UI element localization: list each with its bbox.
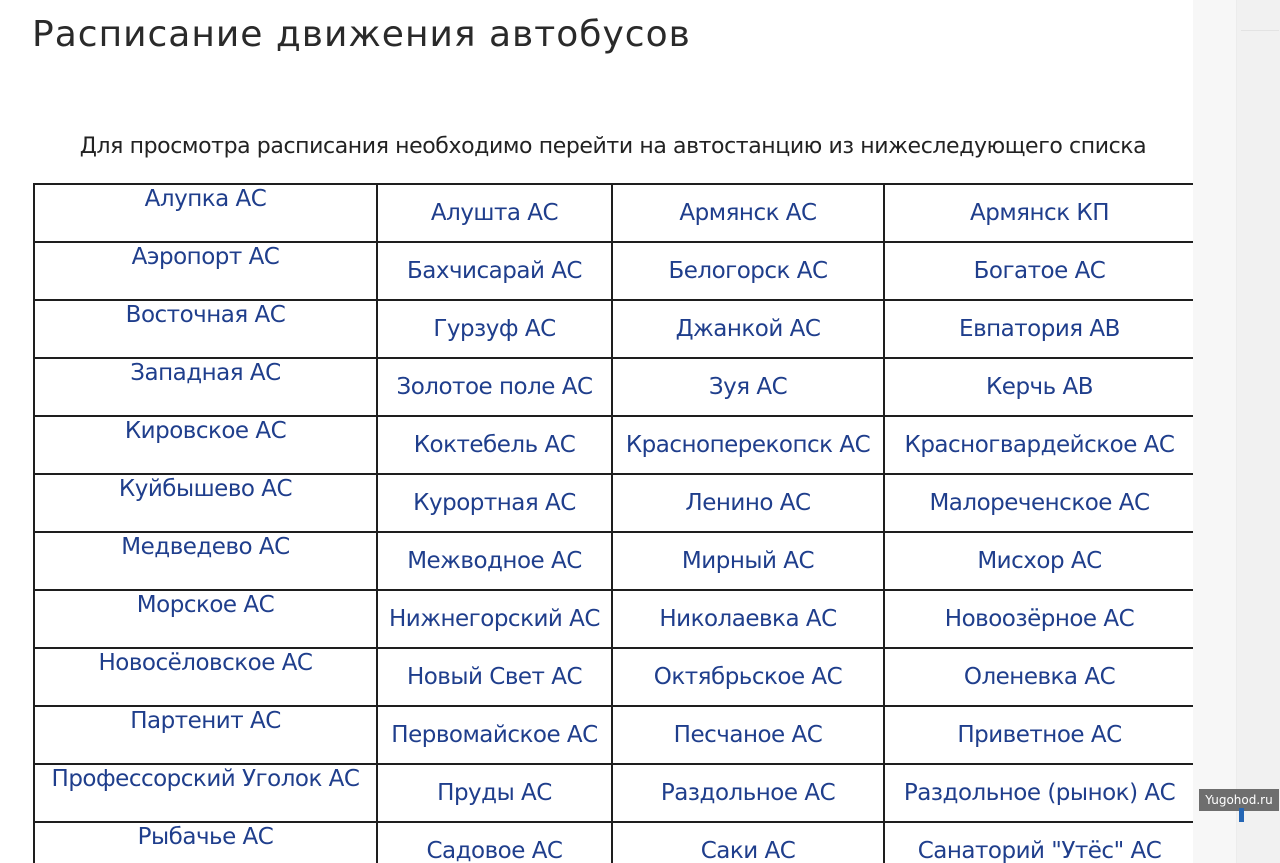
station-link[interactable]: Первомайское АС [391,722,598,748]
table-cell [884,590,1195,648]
table-cell [884,648,1195,706]
station-link[interactable]: Мисхор АС [977,548,1102,574]
station-link[interactable]: Межводное АС [407,548,582,574]
station-link[interactable]: Куйбышево АС [118,476,293,502]
table-cell [34,416,377,474]
intro-text: Для просмотра расписания необходимо перейти на автостанцию из нижеследующего списка [79,134,1147,159]
table-row [34,764,1195,822]
station-link[interactable]: Профессорский Уголок АС [51,766,360,792]
table-row [34,822,1195,863]
page-title: Расписание движения автобусов [32,14,691,55]
table-cell [377,590,612,648]
table-cell [377,822,612,863]
station-link[interactable]: Рыбачье АС [137,824,274,850]
table-cell [884,706,1195,764]
station-link[interactable]: Армянск КП [969,200,1110,226]
station-link[interactable]: Богатое АС [973,258,1106,284]
table-cell [34,648,377,706]
station-link[interactable]: Садовое АС [426,838,563,863]
table-cell [34,300,377,358]
table-cell [377,184,612,242]
station-link[interactable]: Гурзуф АС [433,316,556,342]
station-link[interactable]: Аэропорт АС [131,244,280,270]
table-row [34,358,1195,416]
table-cell [612,242,884,300]
station-link[interactable]: Николаевка АС [659,606,837,632]
table-cell [612,358,884,416]
table-cell [884,358,1195,416]
side-marker [1239,808,1244,822]
station-link[interactable]: Армянск АС [679,200,817,226]
table-cell [377,532,612,590]
stations-table [33,183,1196,863]
station-link[interactable]: Нижнегорский АС [389,606,600,632]
table-cell [612,184,884,242]
table-cell [377,764,612,822]
table-cell [884,474,1195,532]
station-link[interactable]: Коктебель АС [413,432,576,458]
station-link[interactable]: Красноперекопск АС [625,432,871,458]
station-link[interactable]: Алупка АС [144,186,267,212]
station-link[interactable]: Морское АС [136,592,275,618]
station-link[interactable]: Октябрьское АС [653,664,843,690]
table-cell [612,474,884,532]
table-row [34,242,1195,300]
station-link[interactable]: Новоозёрное АС [944,606,1135,632]
table-cell [377,474,612,532]
table-row [34,706,1195,764]
station-link[interactable]: Золотое поле АС [396,374,593,400]
station-link[interactable]: Новосёловское АС [98,650,313,676]
table-cell [884,242,1195,300]
station-link[interactable]: Медведево АС [121,534,290,560]
table-cell [612,822,884,863]
station-link[interactable]: Керчь АВ [985,374,1094,400]
right-gutter [1193,0,1280,863]
table-cell [612,590,884,648]
station-link[interactable]: Восточная АС [125,302,286,328]
table-cell [377,358,612,416]
station-link[interactable]: Оленевка АС [963,664,1116,690]
station-link[interactable]: Зуя АС [708,374,788,400]
station-link[interactable]: Раздольное АС [660,780,836,806]
station-link[interactable]: Малореченское АС [929,490,1150,516]
table-cell [377,706,612,764]
station-link[interactable]: Евпатория АВ [959,316,1120,342]
table-cell [884,822,1195,863]
table-cell [612,416,884,474]
station-link[interactable]: Белогорск АС [668,258,828,284]
watermark: Yugohod.ru [1199,789,1279,811]
right-panel-strip [1236,0,1280,863]
table-cell [34,184,377,242]
station-link[interactable]: Санаторий "Утёс" АС [917,838,1162,863]
station-link[interactable]: Пруды АС [437,780,552,806]
table-cell [612,764,884,822]
table-cell [612,300,884,358]
table-row [34,416,1195,474]
table-cell [884,184,1195,242]
table-cell [612,532,884,590]
stations-table-body [34,184,1195,863]
station-link[interactable]: Курортная АС [413,490,576,516]
station-link[interactable]: Джанкой АС [675,316,821,342]
table-cell [34,532,377,590]
station-link[interactable]: Партенит АС [130,708,281,734]
station-link[interactable]: Раздольное (рынок) АС [903,780,1176,806]
station-link[interactable]: Ленино АС [685,490,811,516]
table-cell [612,706,884,764]
table-cell [34,822,377,863]
table-row [34,184,1195,242]
table-row [34,474,1195,532]
station-link[interactable]: Мирный АС [681,548,815,574]
right-panel-divider [1241,30,1279,31]
table-cell [884,416,1195,474]
table-cell [34,706,377,764]
table-cell [377,242,612,300]
table-cell [377,648,612,706]
station-link[interactable]: Саки АС [700,838,796,863]
table-row [34,590,1195,648]
station-link[interactable]: Алушта АС [430,200,559,226]
table-cell [377,300,612,358]
table-cell [884,532,1195,590]
table-cell [34,474,377,532]
table-cell [884,764,1195,822]
station-link[interactable]: Западная АС [130,360,281,386]
table-cell [34,242,377,300]
table-cell [34,764,377,822]
station-link[interactable]: Приветное АС [957,722,1122,748]
table-cell [34,358,377,416]
station-link[interactable]: Кировское АС [124,418,287,444]
table-cell [884,300,1195,358]
station-link[interactable]: Песчаное АС [673,722,823,748]
station-link[interactable]: Бахчисарай АС [406,258,582,284]
table-row [34,300,1195,358]
station-link[interactable]: Красногвардейское АС [904,432,1175,458]
table-row [34,532,1195,590]
table-cell [34,590,377,648]
table-cell [612,648,884,706]
table-row [34,648,1195,706]
table-cell [377,416,612,474]
station-link[interactable]: Новый Свет АС [406,664,583,690]
